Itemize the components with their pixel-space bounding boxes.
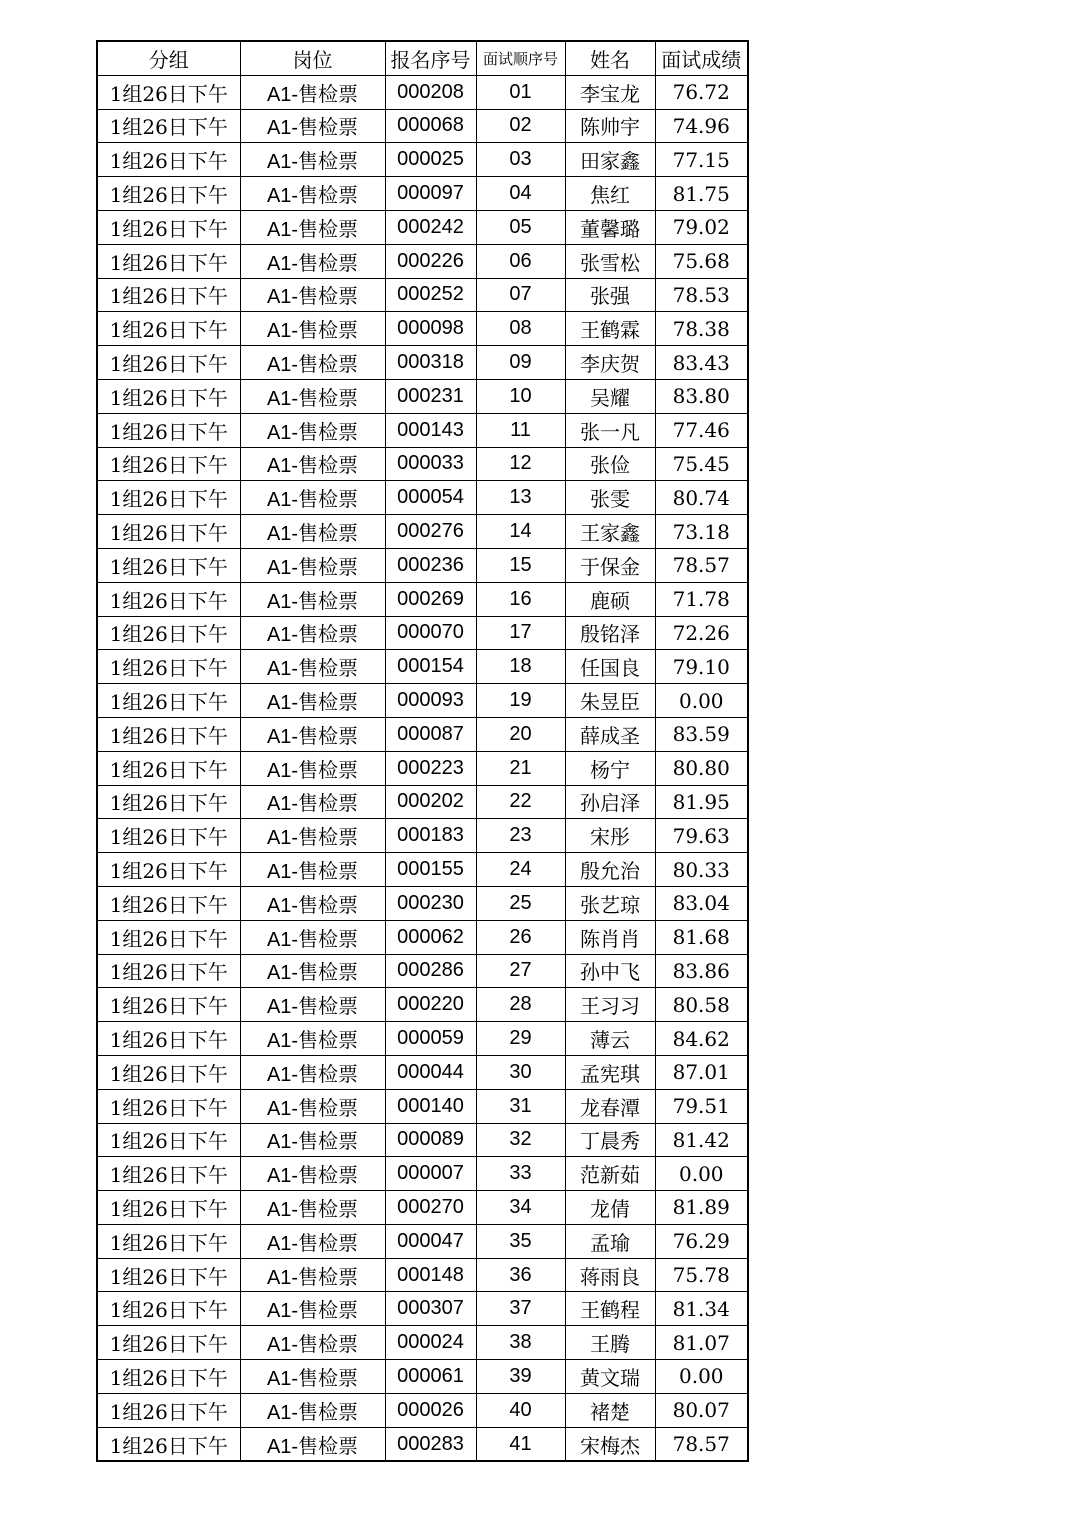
group-cell: 1组26日下午 [97,650,240,684]
position-cell: A1-售检票 [240,751,385,785]
interview-order-cell: 17 [476,616,565,650]
registration-no-cell: 000286 [385,954,476,988]
name-cell: 孟宪琪 [565,1055,655,1089]
table-row [97,210,748,244]
score-cell: 78.38 [655,312,748,346]
registration-no-cell: 000024 [385,1326,476,1360]
registration-no-cell: 000093 [385,684,476,718]
score-cell: 75.78 [655,1258,748,1292]
table-row [97,751,748,785]
score-cell: 83.04 [655,886,748,920]
position-cell: A1-售检票 [240,1123,385,1157]
table-row [97,1055,748,1089]
name-cell: 孙中飞 [565,954,655,988]
name-cell: 任国良 [565,650,655,684]
name-cell: 吴耀 [565,379,655,413]
position-cell: A1-售检票 [240,1191,385,1225]
position-cell: A1-售检票 [240,853,385,887]
score-cell: 81.75 [655,177,748,211]
table-row [97,312,748,346]
table-row [97,920,748,954]
group-cell: 1组26日下午 [97,1224,240,1258]
interview-order-cell: 25 [476,886,565,920]
registration-no-cell: 000062 [385,920,476,954]
group-cell: 1组26日下午 [97,920,240,954]
group-cell: 1组26日下午 [97,413,240,447]
header-interview-order: 面试顺序号 [476,41,565,75]
position-cell: A1-售检票 [240,548,385,582]
score-cell: 79.51 [655,1089,748,1123]
name-cell: 杨宁 [565,751,655,785]
name-cell: 龙倩 [565,1191,655,1225]
name-cell: 殷铭泽 [565,616,655,650]
group-cell: 1组26日下午 [97,1393,240,1427]
registration-no-cell: 000318 [385,346,476,380]
registration-no-cell: 000148 [385,1258,476,1292]
score-cell: 83.86 [655,954,748,988]
group-cell: 1组26日下午 [97,210,240,244]
interview-order-cell: 01 [476,75,565,109]
name-cell: 张雪松 [565,244,655,278]
group-cell: 1组26日下午 [97,988,240,1022]
score-cell: 80.80 [655,751,748,785]
table-row [97,785,748,819]
header-position: 岗位 [240,41,385,75]
interview-order-cell: 05 [476,210,565,244]
name-cell: 董馨璐 [565,210,655,244]
name-cell: 褚楚 [565,1393,655,1427]
score-cell: 78.53 [655,278,748,312]
name-cell: 孙启泽 [565,785,655,819]
interview-order-cell: 07 [476,278,565,312]
group-cell: 1组26日下午 [97,75,240,109]
interview-order-cell: 41 [476,1427,565,1461]
position-cell: A1-售检票 [240,75,385,109]
interview-results-table [96,40,749,1462]
interview-order-cell: 22 [476,785,565,819]
registration-no-cell: 000097 [385,177,476,211]
group-cell: 1组26日下午 [97,684,240,718]
group-cell: 1组26日下午 [97,1123,240,1157]
name-cell: 张强 [565,278,655,312]
position-cell: A1-售检票 [240,244,385,278]
registration-no-cell: 000061 [385,1360,476,1394]
registration-no-cell: 000252 [385,278,476,312]
table-body [97,75,748,1461]
registration-no-cell: 000270 [385,1191,476,1225]
table-row [97,75,748,109]
interview-order-cell: 12 [476,447,565,481]
interview-order-cell: 13 [476,481,565,515]
interview-order-cell: 09 [476,346,565,380]
registration-no-cell: 000226 [385,244,476,278]
group-cell: 1组26日下午 [97,346,240,380]
name-cell: 龙春潭 [565,1089,655,1123]
position-cell: A1-售检票 [240,379,385,413]
position-cell: A1-售检票 [240,481,385,515]
score-cell: 72.26 [655,616,748,650]
interview-order-cell: 34 [476,1191,565,1225]
interview-order-cell: 06 [476,244,565,278]
score-cell: 0.00 [655,684,748,718]
registration-no-cell: 000236 [385,548,476,582]
registration-no-cell: 000230 [385,886,476,920]
position-cell: A1-售检票 [240,684,385,718]
name-cell: 陈帅宇 [565,109,655,143]
interview-order-cell: 35 [476,1224,565,1258]
table-row [97,413,748,447]
score-cell: 83.80 [655,379,748,413]
group-cell: 1组26日下午 [97,1326,240,1360]
table-row [97,717,748,751]
group-cell: 1组26日下午 [97,954,240,988]
interview-order-cell: 27 [476,954,565,988]
registration-no-cell: 000087 [385,717,476,751]
table-row [97,1191,748,1225]
score-cell: 77.46 [655,413,748,447]
group-cell: 1组26日下午 [97,143,240,177]
registration-no-cell: 000140 [385,1089,476,1123]
group-cell: 1组26日下午 [97,109,240,143]
interview-order-cell: 30 [476,1055,565,1089]
score-cell: 76.72 [655,75,748,109]
name-cell: 范新茹 [565,1157,655,1191]
position-cell: A1-售检票 [240,1326,385,1360]
table-row [97,819,748,853]
score-cell: 78.57 [655,1427,748,1461]
name-cell: 丁晨秀 [565,1123,655,1157]
name-cell: 王腾 [565,1326,655,1360]
position-cell: A1-售检票 [240,346,385,380]
interview-order-cell: 38 [476,1326,565,1360]
position-cell: A1-售检票 [240,1360,385,1394]
position-cell: A1-售检票 [240,920,385,954]
registration-no-cell: 000242 [385,210,476,244]
interview-order-cell: 11 [476,413,565,447]
position-cell: A1-售检票 [240,1258,385,1292]
table-row [97,853,748,887]
table-row [97,1022,748,1056]
group-cell: 1组26日下午 [97,278,240,312]
registration-no-cell: 000044 [385,1055,476,1089]
name-cell: 王家鑫 [565,515,655,549]
score-cell: 84.62 [655,1022,748,1056]
table-row [97,109,748,143]
name-cell: 薄云 [565,1022,655,1056]
registration-no-cell: 000089 [385,1123,476,1157]
score-cell: 0.00 [655,1157,748,1191]
name-cell: 张一凡 [565,413,655,447]
group-cell: 1组26日下午 [97,1191,240,1225]
table-row [97,1292,748,1326]
table-row [97,650,748,684]
registration-no-cell: 000154 [385,650,476,684]
interview-order-cell: 18 [476,650,565,684]
table-row [97,177,748,211]
table-row [97,548,748,582]
name-cell: 黄文瑞 [565,1360,655,1394]
interview-order-cell: 29 [476,1022,565,1056]
position-cell: A1-售检票 [240,886,385,920]
registration-no-cell: 000143 [385,413,476,447]
group-cell: 1组26日下午 [97,819,240,853]
interview-order-cell: 23 [476,819,565,853]
table-row [97,481,748,515]
position-cell: A1-售检票 [240,819,385,853]
position-cell: A1-售检票 [240,413,385,447]
score-cell: 83.59 [655,717,748,751]
score-cell: 77.15 [655,143,748,177]
group-cell: 1组26日下午 [97,244,240,278]
group-cell: 1组26日下午 [97,1157,240,1191]
name-cell: 王习习 [565,988,655,1022]
registration-no-cell: 000007 [385,1157,476,1191]
registration-no-cell: 000068 [385,109,476,143]
interview-order-cell: 33 [476,1157,565,1191]
registration-no-cell: 000025 [385,143,476,177]
name-cell: 孟瑜 [565,1224,655,1258]
table-row [97,1089,748,1123]
name-cell: 薛成圣 [565,717,655,751]
score-cell: 75.45 [655,447,748,481]
header-name: 姓名 [565,41,655,75]
position-cell: A1-售检票 [240,143,385,177]
group-cell: 1组26日下午 [97,751,240,785]
header-row [97,41,748,75]
position-cell: A1-售检票 [240,1393,385,1427]
interview-order-cell: 19 [476,684,565,718]
interview-order-cell: 21 [476,751,565,785]
table-row [97,1427,748,1461]
interview-order-cell: 24 [476,853,565,887]
position-cell: A1-售检票 [240,1022,385,1056]
group-cell: 1组26日下午 [97,481,240,515]
name-cell: 宋彤 [565,819,655,853]
interview-order-cell: 28 [476,988,565,1022]
group-cell: 1组26日下午 [97,379,240,413]
name-cell: 于保金 [565,548,655,582]
registration-no-cell: 000220 [385,988,476,1022]
interview-order-cell: 20 [476,717,565,751]
score-cell: 81.68 [655,920,748,954]
interview-order-cell: 08 [476,312,565,346]
score-cell: 81.89 [655,1191,748,1225]
name-cell: 朱昱臣 [565,684,655,718]
registration-no-cell: 000155 [385,853,476,887]
registration-no-cell: 000202 [385,785,476,819]
name-cell: 张俭 [565,447,655,481]
interview-order-cell: 31 [476,1089,565,1123]
interview-order-cell: 39 [476,1360,565,1394]
position-cell: A1-售检票 [240,1427,385,1461]
interview-order-cell: 15 [476,548,565,582]
group-cell: 1组26日下午 [97,1258,240,1292]
registration-no-cell: 000098 [385,312,476,346]
table-row [97,1360,748,1394]
table-row [97,515,748,549]
score-cell: 79.02 [655,210,748,244]
registration-no-cell: 000269 [385,582,476,616]
position-cell: A1-售检票 [240,1055,385,1089]
table-row [97,684,748,718]
name-cell: 李宝龙 [565,75,655,109]
table-row [97,1258,748,1292]
interview-order-cell: 26 [476,920,565,954]
name-cell: 王鹤霖 [565,312,655,346]
name-cell: 鹿硕 [565,582,655,616]
score-cell: 80.33 [655,853,748,887]
table-row [97,447,748,481]
name-cell: 宋梅杰 [565,1427,655,1461]
registration-no-cell: 000070 [385,616,476,650]
score-cell: 81.34 [655,1292,748,1326]
name-cell: 张雯 [565,481,655,515]
table-row [97,954,748,988]
table-row [97,988,748,1022]
header-registration-no: 报名序号 [385,41,476,75]
position-cell: A1-售检票 [240,988,385,1022]
group-cell: 1组26日下午 [97,548,240,582]
score-cell: 71.78 [655,582,748,616]
name-cell: 田家鑫 [565,143,655,177]
score-cell: 0.00 [655,1360,748,1394]
position-cell: A1-售检票 [240,582,385,616]
table-row [97,1224,748,1258]
table-row [97,278,748,312]
score-cell: 75.68 [655,244,748,278]
position-cell: A1-售检票 [240,210,385,244]
interview-order-cell: 10 [476,379,565,413]
position-cell: A1-售检票 [240,616,385,650]
group-cell: 1组26日下午 [97,785,240,819]
header-group: 分组 [97,41,240,75]
interview-order-cell: 36 [476,1258,565,1292]
group-cell: 1组26日下午 [97,1055,240,1089]
position-cell: A1-售检票 [240,447,385,481]
registration-no-cell: 000054 [385,481,476,515]
score-cell: 74.96 [655,109,748,143]
name-cell: 殷允治 [565,853,655,887]
group-cell: 1组26日下午 [97,616,240,650]
table-row [97,1393,748,1427]
name-cell: 陈肖肖 [565,920,655,954]
interview-order-cell: 03 [476,143,565,177]
score-cell: 81.42 [655,1123,748,1157]
registration-no-cell: 000033 [385,447,476,481]
score-cell: 80.74 [655,481,748,515]
name-cell: 蒋雨良 [565,1258,655,1292]
position-cell: A1-售检票 [240,954,385,988]
registration-no-cell: 000059 [385,1022,476,1056]
group-cell: 1组26日下午 [97,717,240,751]
registration-no-cell: 000208 [385,75,476,109]
table-row [97,143,748,177]
name-cell: 王鹤程 [565,1292,655,1326]
group-cell: 1组26日下午 [97,853,240,887]
group-cell: 1组26日下午 [97,582,240,616]
score-cell: 78.57 [655,548,748,582]
group-cell: 1组26日下午 [97,1292,240,1326]
score-cell: 73.18 [655,515,748,549]
table-row [97,616,748,650]
name-cell: 张艺琼 [565,886,655,920]
registration-no-cell: 000283 [385,1427,476,1461]
registration-no-cell: 000026 [385,1393,476,1427]
position-cell: A1-售检票 [240,1089,385,1123]
score-cell: 80.58 [655,988,748,1022]
group-cell: 1组26日下午 [97,447,240,481]
group-cell: 1组26日下午 [97,1022,240,1056]
interview-order-cell: 04 [476,177,565,211]
table-row [97,582,748,616]
registration-no-cell: 000276 [385,515,476,549]
score-cell: 79.63 [655,819,748,853]
group-cell: 1组26日下午 [97,1427,240,1461]
position-cell: A1-售检票 [240,312,385,346]
table-row [97,1123,748,1157]
registration-no-cell: 000183 [385,819,476,853]
position-cell: A1-售检票 [240,785,385,819]
table-row [97,1326,748,1360]
score-cell: 80.07 [655,1393,748,1427]
registration-no-cell: 000223 [385,751,476,785]
group-cell: 1组26日下午 [97,515,240,549]
table-row [97,346,748,380]
interview-order-cell: 40 [476,1393,565,1427]
group-cell: 1组26日下午 [97,1089,240,1123]
interview-order-cell: 37 [476,1292,565,1326]
position-cell: A1-售检票 [240,515,385,549]
table-row [97,244,748,278]
score-cell: 81.95 [655,785,748,819]
position-cell: A1-售检票 [240,650,385,684]
group-cell: 1组26日下午 [97,886,240,920]
registration-no-cell: 000231 [385,379,476,413]
registration-no-cell: 000307 [385,1292,476,1326]
interview-order-cell: 16 [476,582,565,616]
name-cell: 李庆贺 [565,346,655,380]
score-cell: 76.29 [655,1224,748,1258]
interview-order-cell: 14 [476,515,565,549]
table-row [97,886,748,920]
table-row [97,379,748,413]
position-cell: A1-售检票 [240,1292,385,1326]
registration-no-cell: 000047 [385,1224,476,1258]
interview-order-cell: 32 [476,1123,565,1157]
position-cell: A1-售检票 [240,1224,385,1258]
header-score: 面试成绩 [655,41,748,75]
group-cell: 1组26日下午 [97,177,240,211]
position-cell: A1-售检票 [240,278,385,312]
table-row [97,1157,748,1191]
name-cell: 焦红 [565,177,655,211]
score-cell: 81.07 [655,1326,748,1360]
position-cell: A1-售检票 [240,717,385,751]
position-cell: A1-售检票 [240,1157,385,1191]
position-cell: A1-售检票 [240,109,385,143]
score-cell: 79.10 [655,650,748,684]
interview-order-cell: 02 [476,109,565,143]
position-cell: A1-售检票 [240,177,385,211]
group-cell: 1组26日下午 [97,312,240,346]
score-cell: 83.43 [655,346,748,380]
score-cell: 87.01 [655,1055,748,1089]
group-cell: 1组26日下午 [97,1360,240,1394]
